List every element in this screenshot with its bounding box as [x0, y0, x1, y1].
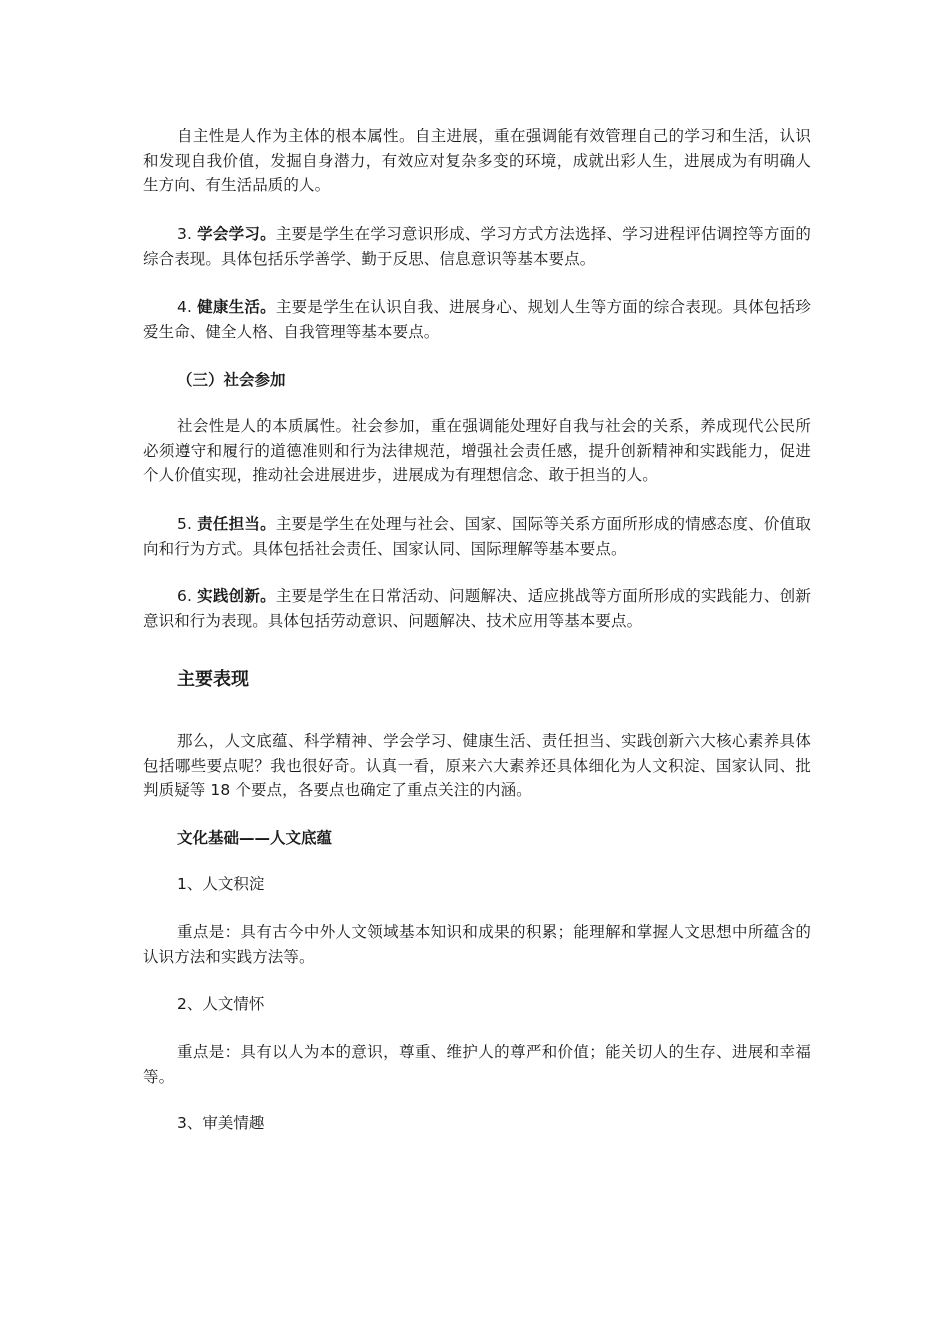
list-item-humanistic-care: 2、人文情怀 — [177, 995, 265, 1013]
item-number: 4. — [177, 298, 198, 316]
paragraph-innovation — [143, 584, 811, 633]
item-term: 学会学习。 — [197, 225, 276, 243]
item-text: 主要是学生在日常活动、问题解决、适应挑战等方面所形成的实践能力、创新意识和行为表现。具体包括劳动意识、问题解决、技术应用等基本要点。 — [143, 587, 811, 630]
paragraph-focus-2: 重点是：具有以人为本的意识，尊重、维护人的尊严和价值；能关切人的生存、进展和幸福等。 — [143, 1043, 811, 1086]
item-number: 5. — [177, 515, 198, 533]
section-heading-culture: 文化基础——人文底蕴 — [177, 829, 333, 847]
item-number: 6. — [177, 587, 198, 605]
paragraph-learning — [143, 222, 811, 271]
item-text: 主要是学生在学习意识形成、学习方式方法选择、学习进程评估调控等方面的综合表现。具体包括乐学善学、勤于反思、信息意识等基本要点。 — [143, 225, 811, 268]
item-number: 3. — [177, 225, 198, 243]
paragraph-focus-1: 重点是：具有古今中外人文领域基本知识和成果的积累；能理解和掌握人文思想中所蕴含的认识方法和实践方法等。 — [143, 923, 811, 966]
section-heading-main: 主要表现 — [177, 669, 249, 690]
paragraph-intro: 那么，人文底蕴、科学精神、学会学习、健康生活、责任担当、实践创新六大核心素养具体包括哪些要点呢？我也很好奇。认真一看，原来六大素养还具体细化为人文积淀、国家认同、批判质疑等 18 个要点，各要点也确定了重点关注的内涵。 — [143, 732, 811, 799]
item-term: 健康生活。 — [197, 298, 276, 316]
list-item-aesthetic-taste: 3、审美情趣 — [177, 1114, 265, 1132]
paragraph-health — [143, 295, 811, 344]
item-term: 实践创新。 — [197, 587, 276, 605]
item-text: 主要是学生在处理与社会、国家、国际等关系方面所形成的情感态度、价值取向和行为方式。具体包括社会责任、国家认同、国际理解等基本要点。 — [143, 515, 811, 558]
item-term: 责任担当。 — [197, 515, 276, 533]
paragraph-autonomy: 自主性是人作为主体的根本属性。自主进展，重在强调能有效管理自己的学习和生活，认识和发现自我价值，发掘自身潜力，有效应对复杂多变的环境，成就出彩人生，进展成为有明确人生方向、有生活品质的人。 — [143, 127, 811, 194]
list-item-humanities-accumulation: 1、人文积淀 — [177, 875, 265, 893]
paragraph-responsibility — [143, 512, 811, 561]
paragraph-sociality: 社会性是人的本质属性。社会参加，重在强调能处理好自我与社会的关系，养成现代公民所必须遵守和履行的道德准则和行为法律规范，增强社会责任感，提升创新精神和实践能力，促进个人价值实现，推动社会进展进步，进展成为有理想信念、敢于担当的人。 — [143, 417, 811, 484]
section-heading-social: （三）社会参加 — [177, 371, 286, 389]
item-text: 主要是学生在认识自我、进展身心、规划人生等方面的综合表现。具体包括珍爱生命、健全人格、自我管理等基本要点。 — [143, 298, 811, 341]
